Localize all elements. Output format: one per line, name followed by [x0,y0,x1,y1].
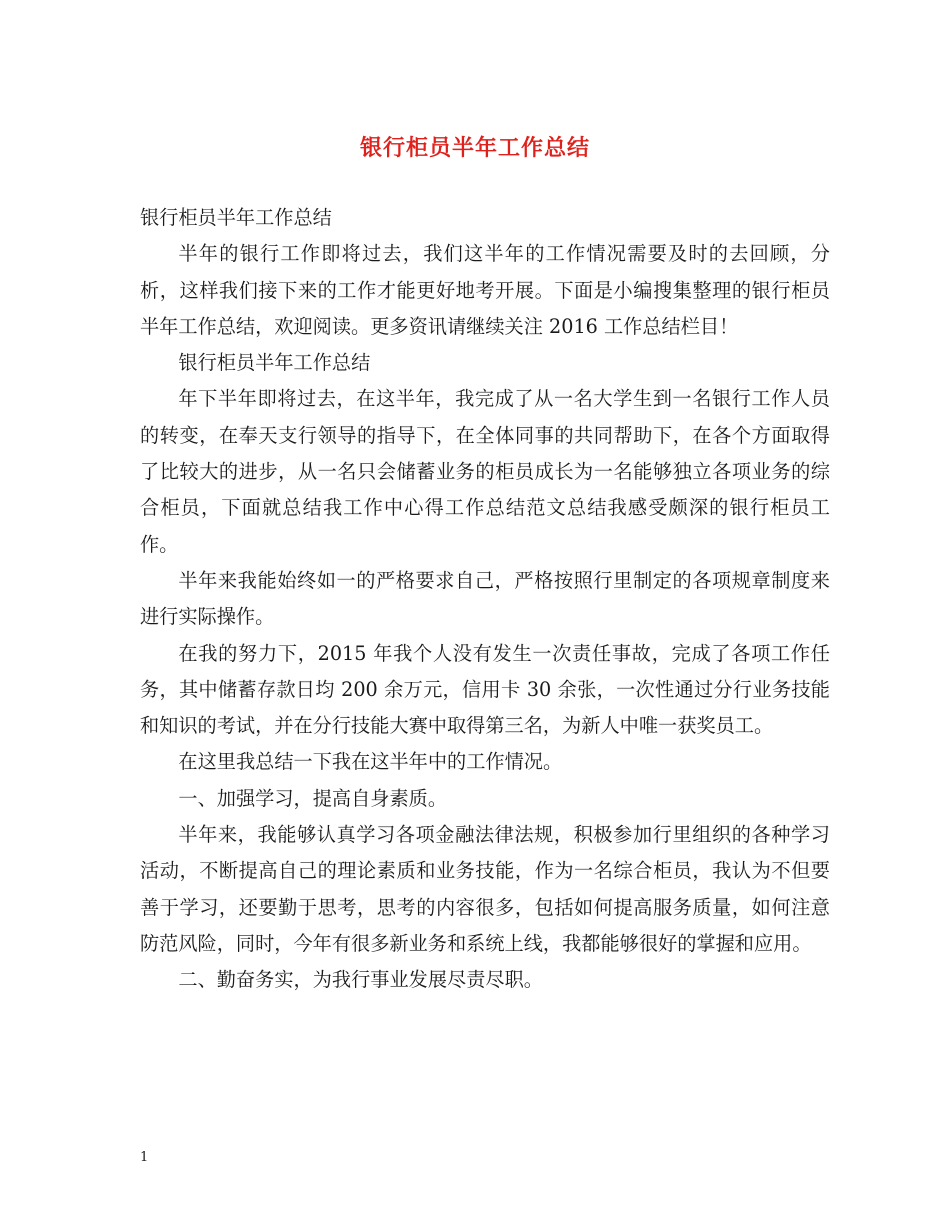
paragraph: 银行柜员半年工作总结 [140,206,332,229]
paragraph: 在我的努力下，2015 年我个人没有发生一次责任事故，完成了各项工作任务，其中储蓄存款日均 200 余万元，信用卡 30 余张，一次性通过分行业务技能和知识的考试，并在分行技能大赛中取得第三名，为新人中唯一获奖员工。 [140,641,830,738]
paragraph: 在这里我总结一下我在这半年中的工作情况。 [178,750,563,774]
document-title: 银行柜员半年工作总结 [359,135,590,161]
paragraph: 半年来，我能够认真学习各项金融法律法规，积极参加行里组织的各种学习活动，不断提高自己的理论素质和业务技能，作为一名综合柜员，我认为不但要善于学习，还要勤于思考，思考的内容很多，包括如何提高服务质量，如何注意防范风险，同时，今年有很多新业务和系统上线，我都能够很好的掌握和应用。 [140,823,830,955]
section-heading: 一、加强学习，提高自身素质。 [178,786,448,810]
document-body [140,200,830,999]
paragraph: 半年来我能始终如一的严格要求自己，严格按照行里制定的各项规章制度来进行实际操作。 [140,568,830,629]
paragraph: 年下半年即将过去，在这半年，我完成了从一名大学生到一名银行工作人员的转变，在奉天支行领导的指导下，在全体同事的共同帮助下，在各个方面取得了比较大的进步，从一名只会储蓄业务的柜员成长为一名能够独立各项业务的综合柜员，下面就总结我工作中心得工作总结范文总结我感受颇深的银行柜员工作。 [140,387,830,556]
paragraph: 半年的银行工作即将过去，我们这半年的工作情况需要及时的去回顾，分析，这样我们接下来的工作才能更好地考开展。下面是小编搜集整理的银行柜员半年工作总结，欢迎阅读。更多资讯请继续关注 2016 工作总结栏目！ [140,242,830,338]
page-number: 1 [140,1150,149,1165]
paragraph: 银行柜员半年工作总结 [178,351,371,375]
section-heading: 二、勤奋务实，为我行事业发展尽责尽职。 [178,968,543,992]
